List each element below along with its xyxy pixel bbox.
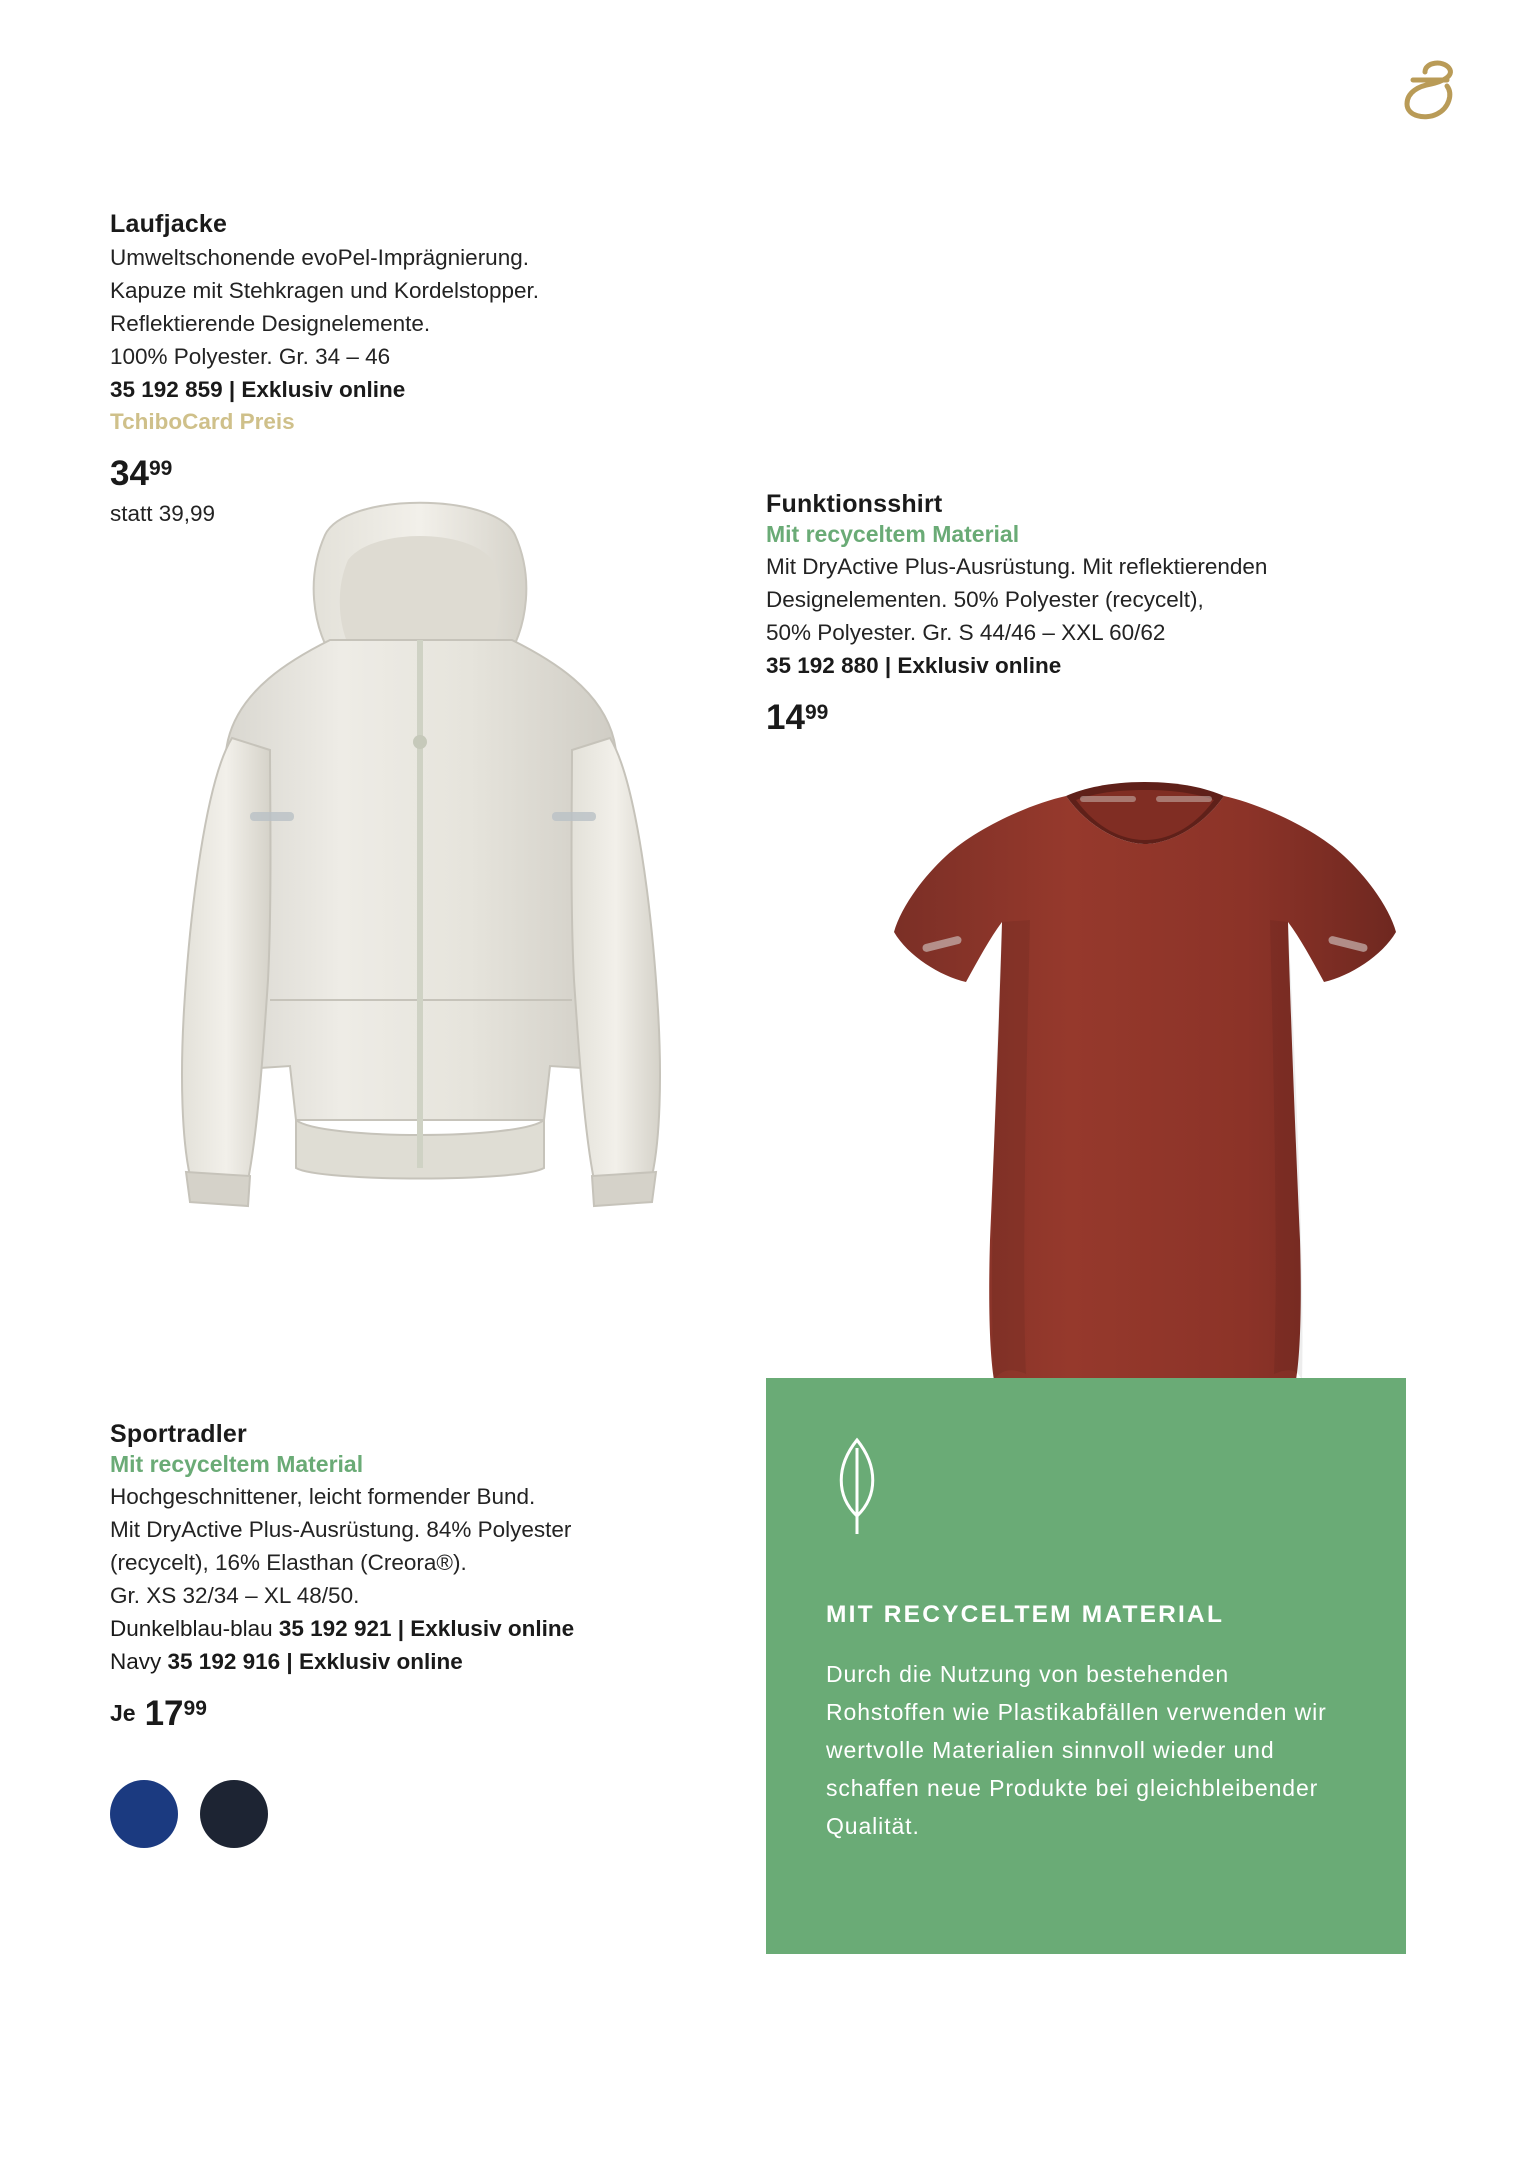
product-funktionsshirt — [766, 490, 1406, 735]
product-description-line: (recycelt), 16% Elasthan (Creora®). — [110, 1550, 467, 1575]
price-euros: 17 — [144, 1694, 184, 1733]
product-description-line: Designelementen. 50% Polyester (recycelt), — [766, 587, 1204, 612]
price-cents: 99 — [183, 1697, 207, 1720]
variant-line — [110, 1645, 710, 1678]
color-swatch-navy[interactable] — [200, 1780, 268, 1848]
product-title: Laufjacke — [110, 210, 228, 238]
variant-line — [110, 1612, 710, 1645]
variant-color-name: Navy — [110, 1649, 162, 1674]
price-euros: 14 — [766, 698, 805, 737]
product-description-line: 100% Polyester. Gr. 34 – 46 — [110, 344, 391, 369]
color-swatch-dunkelblau-blau[interactable] — [110, 1780, 178, 1848]
functional-shirt-photo — [880, 770, 1410, 1410]
price-euros: 34 — [110, 454, 149, 493]
product-title: Funktionsshirt — [766, 490, 943, 518]
eco-material-label: Mit recyceltem Material — [766, 521, 1020, 547]
running-jacket-photo — [120, 480, 720, 1320]
variant-color-name: Dunkelblau-blau — [110, 1616, 273, 1641]
price-prefix: Je — [110, 1700, 136, 1726]
tchibo-logo — [1391, 58, 1471, 128]
leaf-icon — [826, 1434, 1346, 1543]
price-cents: 99 — [804, 701, 829, 724]
product-description-line: Mit DryActive Plus-Ausrüstung. 84% Polyester — [110, 1517, 572, 1542]
product-sportradler — [110, 1420, 710, 1731]
color-swatches — [110, 1780, 268, 1848]
variant-article-number: 35 192 921 | Exklusiv online — [278, 1616, 575, 1641]
product-price — [110, 1696, 710, 1731]
product-price — [766, 700, 1406, 735]
eco-panel-body: Durch die Nutzung von bestehenden Rohstoffen wie Plastikabfällen verwenden wir wertvolle Materialien sinnvoll wieder und schaffen neue Produkte bei gleichbleibender Qualität. — [826, 1661, 1327, 1839]
product-title: Sportradler — [110, 1420, 247, 1448]
product-description-line: Umweltschonende evoPel-Imprägnierung. — [110, 245, 529, 270]
product-description-line: Gr. XS 32/34 – XL 48/50. — [110, 1583, 360, 1608]
eco-material-label: Mit recyceltem Material — [110, 1451, 364, 1477]
product-article-number: 35 192 859 | Exklusiv online — [110, 377, 406, 402]
product-description-line: Mit DryActive Plus-Ausrüstung. Mit reflektierenden — [766, 554, 1268, 579]
variant-article-number: 35 192 916 | Exklusiv online — [167, 1649, 463, 1674]
product-strike-price: statt 39,99 — [110, 501, 216, 526]
price-cents: 99 — [148, 457, 173, 480]
eco-info-panel — [766, 1378, 1406, 1954]
eco-panel-title: MIT RECYCELTEM MATERIAL — [826, 1601, 1225, 1628]
product-description-line: 50% Polyester. Gr. S 44/46 – XXL 60/62 — [766, 620, 1166, 645]
product-description-line: Reflektierende Designelemente. — [110, 311, 431, 336]
product-description-line: Hochgeschnittener, leicht formender Bund. — [110, 1484, 536, 1509]
product-description-line: Kapuze mit Stehkragen und Kordelstopper. — [110, 278, 540, 303]
tchibocard-price-label: TchiboCard Preis — [110, 409, 295, 434]
product-article-number: 35 192 880 | Exklusiv online — [766, 653, 1062, 678]
